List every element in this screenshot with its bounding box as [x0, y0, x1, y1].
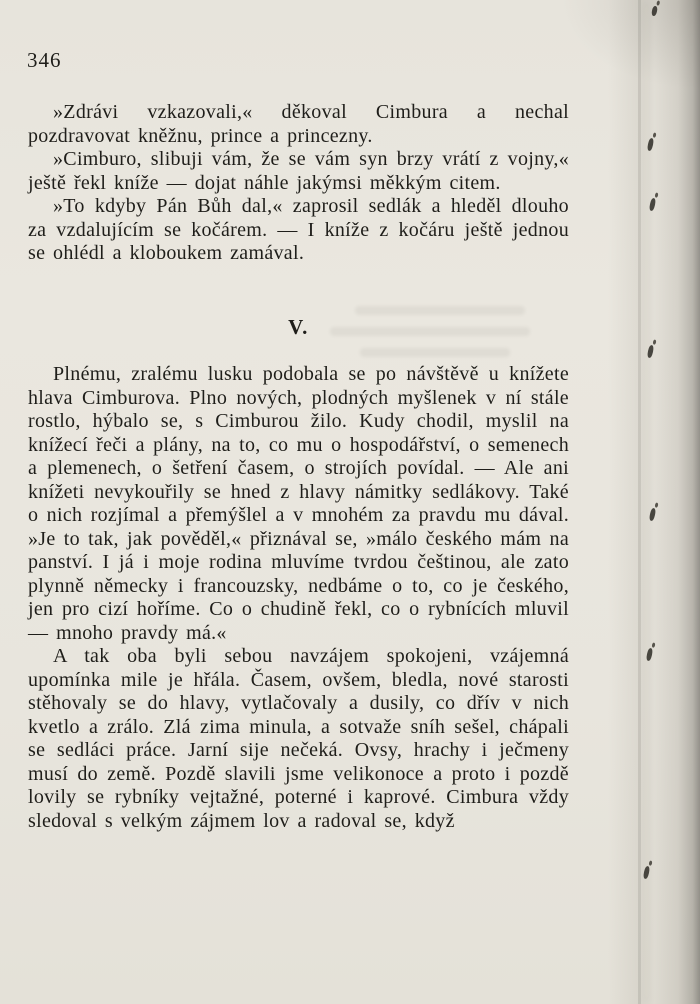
show-through-mark	[330, 327, 530, 336]
page-number: 346	[27, 48, 62, 72]
paragraph-4: Plnému, zralému lusku podobala se po návštěvě u knížete hlava Cimburova. Plno nových, plodných myšlenek v ní stále rostlo, hýbalo se, s Cimburou žilo. Kudy chodil, myslil na knížecí řeči a plány, na to, co mu o hospodářství, o semenech a plemenech, o šetření časem, o strojích povídal. — Ale ani knížeti nevykouřily se hned z hlavy námitky sedlákovy. Také o nich rozjímal a přemýšlel a v mnohém za pravdu mu dával. »Je to tak, jak pověděl,« přiznával se, »málo českého mám na panství. I já i moje rodina mluvíme tvrdou češtinou, ale zato plynně německy i francouzsky, nedbáme o to, co je českého, jen pro cizí hoříme. Co o chudině řekl, co o rybnících mluvil — mnoho pravdy má.«	[28, 363, 569, 644]
paragraph-5: A tak oba byli sebou navzájem spokojeni, vzájemná upomínka mile je hřála. Časem, ovšem, bledla, nové starosti stěhovaly se do hlavy, vytlačovaly a dusily, co dřív v nich kvetlo a zrálo. Zlá zima minula, a sotvaže sníh sešel, chápali se sedláci práce. Jarní sije nečeká. Ovsy, hrachy i ječmeny musí do země. Pozdě slavili jsme velikonoce a proto i pozdě lovily se rybníky vejtažné, poterné i kaprové. Cimbura vždy sledoval s velkým zájmem lov a radoval se, když	[28, 645, 569, 832]
binding-crease	[638, 0, 641, 1004]
show-through-mark	[355, 306, 525, 315]
chapter-heading: V.	[288, 314, 309, 339]
binding-edge	[608, 0, 700, 1004]
paragraph-1: »Zdrávi vzkazovali,« děkoval Cimbura a nechal pozdravovat kněžnu, prince a princezny.	[28, 101, 569, 147]
text-column	[28, 101, 569, 833]
show-through-mark	[360, 348, 510, 357]
paragraph-2: »Cimburo, slibuji vám, že se vám syn brzy vrátí z vojny,« ještě řekl kníže — dojat náhle jakýmsi měkkým citem.	[28, 148, 569, 194]
paragraph-3: »To kdyby Pán Bůh dal,« zaprosil sedlák a hleděl dlouho za vzdalujícím se kočárem. — I kníže z kočáru ještě jednou se ohlédl a kloboukem zamával.	[28, 195, 569, 264]
